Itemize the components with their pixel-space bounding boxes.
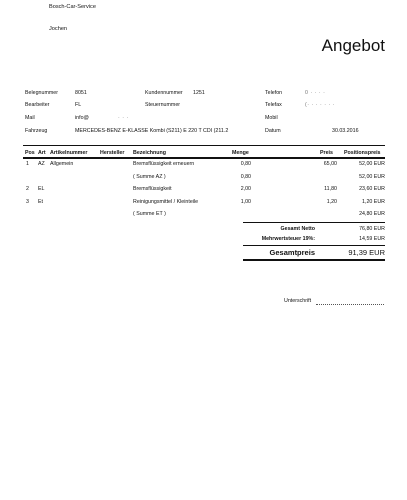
cell-preis: 11,80 xyxy=(324,186,337,192)
totals-mid-divider xyxy=(243,245,385,246)
fahrzeug-label: Fahrzeug xyxy=(25,128,48,134)
mobil-label: Mobil xyxy=(265,115,278,121)
contact-name: Jochen xyxy=(49,26,68,32)
table-top-divider xyxy=(23,145,385,146)
cell-art: AZ xyxy=(38,161,45,167)
cell-pos: 1 xyxy=(26,161,29,167)
datum-label: Datum xyxy=(265,128,281,134)
mail-label: Mail xyxy=(25,115,35,121)
mwst-label: Mehrwertsteuer 19%: xyxy=(261,236,315,242)
telefon-label: Telefon xyxy=(265,90,283,96)
cell-pos: 3 xyxy=(26,199,29,205)
telefax-value: (· · · · · · · xyxy=(305,102,335,108)
netto-value: 76,80 EUR xyxy=(359,226,385,232)
cell-bezeichnung: Bremsflüssigkeit xyxy=(133,186,172,192)
cell-menge: 1,00 xyxy=(240,199,251,205)
netto-label: Gesamt Netto xyxy=(280,226,315,232)
col-menge-header: Menge xyxy=(232,150,249,156)
totals-top-divider xyxy=(243,222,385,223)
datum-value: 30.03.2016 xyxy=(332,128,359,134)
signature-line xyxy=(316,304,384,305)
belegnummer-value: 8051 xyxy=(75,90,87,96)
col-positionspreis-header: Positionspreis xyxy=(344,150,381,156)
col-hersteller-header: Hersteller xyxy=(100,150,125,156)
mail-value: info@ xyxy=(75,115,89,121)
cell-positionspreis: 52,00 EUR xyxy=(359,161,385,167)
telefon-value: 0 · · · · xyxy=(305,90,326,96)
cell-preis: 65,00 xyxy=(323,161,337,167)
gesamtpreis-value: 91,39 EUR xyxy=(348,248,385,257)
cell-positionspreis: 52,00 EUR xyxy=(359,174,385,180)
cell-positionspreis: 1,20 EUR xyxy=(362,199,385,205)
totals-bottom-divider xyxy=(243,259,385,261)
cell-artikelnummer: Allgemein xyxy=(50,161,74,167)
cell-positionspreis: 23,60 EUR xyxy=(359,186,385,192)
document-title: Angebot xyxy=(321,36,385,55)
cell-bezeichnung: Bremsflüssigkeit erneuern xyxy=(133,161,195,167)
fahrzeug-value: MERCEDES-BENZ E-KLASSE Kombi (S211) E 220 T CDI (211.2 xyxy=(75,128,229,134)
col-pos-header: Pos xyxy=(25,150,35,156)
col-art-header: Art xyxy=(38,150,46,156)
cell-positionspreis: 24,80 EUR xyxy=(359,211,385,217)
company-name: Bosch-Car-Service xyxy=(49,4,96,10)
steuernummer-label: Steuernummer xyxy=(145,102,181,108)
cell-preis: 1,20 xyxy=(326,199,337,205)
cell-bezeichnung: ( Summe ET ) xyxy=(133,211,166,217)
table-header-divider xyxy=(23,157,385,159)
kundennummer-label: Kundennummer xyxy=(145,90,183,96)
cell-menge: 0,80 xyxy=(240,161,251,167)
mail-redacted: · · · xyxy=(118,115,129,121)
kundennummer-value: 1251 xyxy=(193,90,205,96)
cell-pos: 2 xyxy=(26,186,29,192)
col-bezeichnung-header: Bezeichnung xyxy=(133,150,166,156)
telefax-label: Telefax xyxy=(265,102,282,108)
col-preis-header: Preis xyxy=(320,150,333,156)
belegnummer-label: Belegnummer xyxy=(25,90,58,96)
cell-menge: 2,00 xyxy=(240,186,251,192)
cell-bezeichnung: ( Summe AZ ) xyxy=(133,174,166,180)
cell-menge: 0,80 xyxy=(240,174,251,180)
mwst-value: 14,59 EUR xyxy=(359,236,385,242)
bearbeiter-value: FL xyxy=(75,102,82,108)
bearbeiter-label: Bearbeiter xyxy=(25,102,50,108)
col-artikelnummer-header: Artikelnummer xyxy=(50,150,88,156)
cell-bezeichnung: Reinigungsmittel / Kleinteile xyxy=(133,199,199,205)
cell-art: EL xyxy=(38,186,45,192)
cell-art: Et xyxy=(38,199,44,205)
gesamtpreis-label: Gesamtpreis xyxy=(269,248,315,257)
signature-label: Unterschrift xyxy=(284,298,312,304)
